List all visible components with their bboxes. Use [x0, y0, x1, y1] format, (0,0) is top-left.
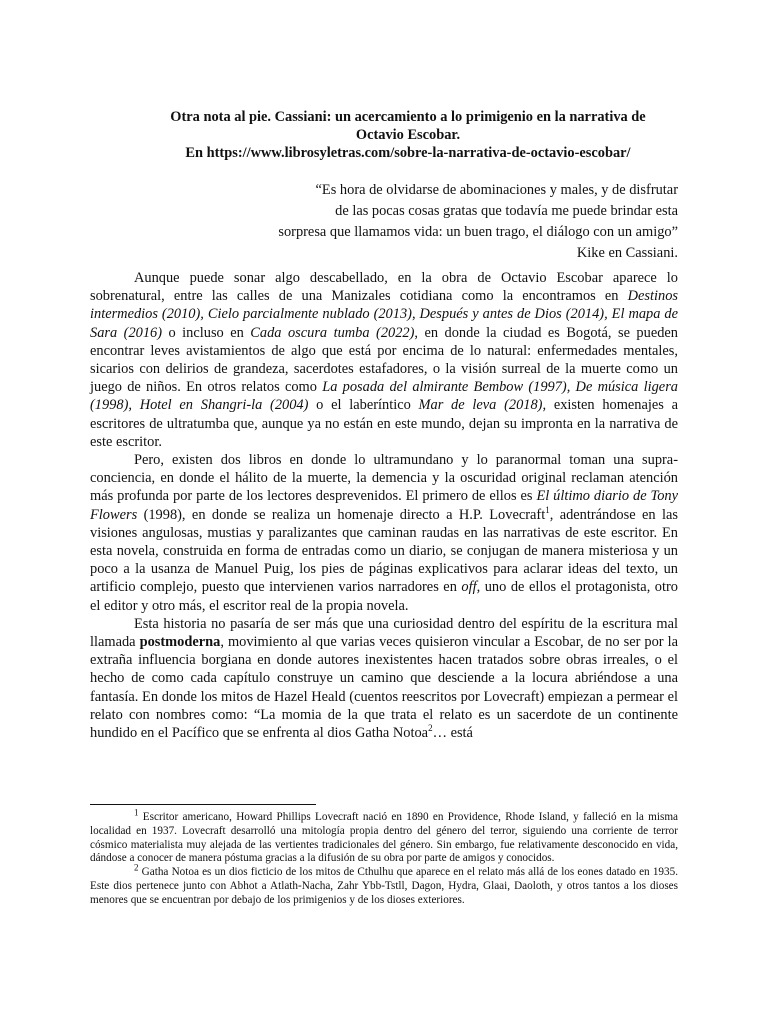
p3-text-1: Esta historia no pasaría de ser más que una curiosidad dentro del espíritu de la escritura mal llamada: [90, 615, 678, 651]
body-text: [90, 269, 678, 742]
footnote-ref-1[interactable]: 1: [545, 504, 550, 515]
p1-text-1: Aunque puede sonar algo descabellado, en la obra de Octavio Escobar aparece lo sobrenatural, entre las calles de una Manizales cotidiana como la encontramos en: [90, 270, 678, 305]
footnote-1-number: 1: [134, 807, 139, 818]
footnote-1-text: Escritor americano, Howard Phillips Lovecraft nació en 1890 en Providence, Rhode Island, y falleció en la misma localidad en 1937. Lovecraft desarrolló una mitología propia dentro del género del terror, siguiendo una corriente de terror cósmico materialista muy alejada de las vertientes tradicionales del género. Sin embargo, fue relativamente desconocido en vida, dándose a conocer de manera póstuma gracias a la difusión de su obra por parte de amigos y conocidos.: [90, 811, 678, 865]
epigraph-line-3: sorpresa que llamamos vida: un buen trago, el diálogo con un amigo”: [278, 224, 678, 240]
title-line-1: Otra nota al pie. Cassiani: un acercamiento a lo primigenio en la narrativa de: [170, 109, 646, 125]
p1-text-5: existen homenajes a escritores de ultratumba que, aunque ya no están en este mundo, dejan su impronta en la narrativa de este escritor.: [90, 397, 679, 450]
p1-book-titles-1: Destinos intermedios (2010), Cielo parcialmente nublado (2013), Después y antes de Dios (2014), El mapa de Sara (2016): [90, 288, 678, 341]
paragraph-1: [90, 269, 678, 451]
p2-text-4: uno de ellos el protagonista, otro el editor y otro más, el escritor real de la propia novela.: [90, 579, 678, 614]
source-url-line: En https://www.librosyletras.com/sobre-la-narrativa-de-octavio-escobar/: [185, 145, 631, 161]
title-line-2: Octavio Escobar.: [355, 127, 461, 143]
footnote-2-number: 2: [134, 862, 139, 873]
footnotes: [90, 807, 678, 908]
epigraph-attribution: Kike en Cassiani.: [576, 245, 678, 261]
p3-text-3: … está: [432, 725, 473, 742]
p1-text-3: , en donde la ciudad es Bogotá, se pueden encontrar leves avistamientos de algo que está por encima de lo natural: enfermedades mentales, sicarios con delirios de grandeza, sacerdotes estafadores, o la visión surreal de la muerte como un juego de niños. En otros relatos como: [90, 324, 678, 396]
footnote-separator: [90, 804, 316, 805]
p1-book-titles-3: La posada del almirante Bembow (1997), De música ligera (1998), Hotel en Shangri-la (2004): [90, 379, 678, 414]
p1-book-title-4: Mar de leva (2018),: [418, 397, 547, 414]
footnote-2-text: Gatha Notoa es un dios ficticio de los mitos de Cthulhu que aparece en el relato más allá de los eones datado en 1935. Este dios pertenece junto con Abhot a Atlath-Nacha, Zahr Ybb-Tstll, Dagon, Hydra, Glaai, Daoloth, y otros tantos a los dioses menores que se encuentran por debajo de los primigenios y de los dioses exteriores.: [90, 866, 678, 906]
epigraph: [240, 180, 678, 264]
epigraph-line-1: “Es hora de olvidarse de abominaciones y males, y de disfrutar: [315, 182, 678, 198]
p1-text-4: o el laberíntico: [308, 397, 419, 414]
p3-text-2: , movimiento al que varias veces quisieron vincular a Escobar, de no ser por la extraña influencia borgiana en donde autores inexistentes hacen tratados sobre obras irreales, o el hecho de como cada capítulo construye un camino que desciende a la locura abriéndose a una fantasía. En donde los mitos de Hazel Heald (cuentos reescritos por Lovecraft) empiezan a permear el relato con nombres como: “La momia de la que trata el relato es un sacerdote de un continente hundido en el Pacífico que se enfrenta al dios Gatha Notoa: [90, 634, 679, 742]
p1-text-2: o incluso en: [162, 324, 251, 341]
p2-italic-off: off,: [461, 579, 481, 596]
p2-text-2: (1998), en donde se realiza un homenaje directo a H.P. Lovecraft: [137, 506, 546, 523]
p1-book-title-2: Cada oscura tumba (2022): [250, 324, 415, 341]
footnote-1: [90, 807, 678, 866]
footnote-2: [90, 862, 678, 907]
paragraph-3: [90, 615, 678, 742]
paragraph-2: [90, 451, 678, 615]
epigraph-line-2: de las pocas cosas gratas que todavía me puede brindar esta: [335, 203, 678, 219]
p2-book-title: El último diario de Tony Flowers: [90, 488, 678, 523]
footnote-ref-2[interactable]: 2: [428, 723, 433, 734]
title-block: [130, 108, 686, 162]
p3-bold-term: postmoderna: [139, 634, 221, 651]
p2-text-3: , adentrándose en las visiones angulosas, mustias y paralizantes que caminan raudas en las narrativas de este escritor. En esta novela, construida en forma de entradas como un diario, se conjugan de manera misteriosa y un poco a la usanza de Manuel Puig, los pies de páginas explicativos para aclarar ideas del texto, un artificio complejo, puesto que intervienen varios narradores en: [90, 506, 678, 596]
p2-text-1: Pero, existen dos libros en donde lo ultramundano y lo paranormal toman una supra-conciencia, en donde el hálito de la muerte, la demencia y la oscuridad original reclaman atención más profunda por parte de los lectores desprevenidos. El primero de ellos es: [90, 452, 678, 505]
